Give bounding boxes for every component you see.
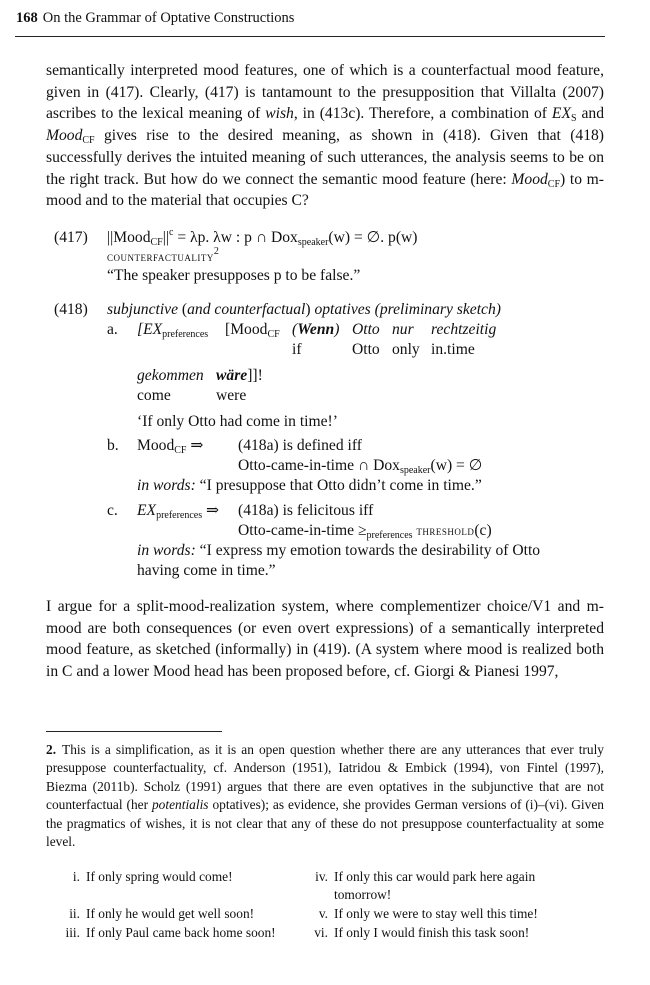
- text-smallcaps: counterfactuality: [107, 249, 214, 264]
- gloss-word-2: [225, 320, 280, 340]
- item-c-label: c.: [107, 502, 118, 519]
- list-text: If only this car would park here again: [334, 869, 536, 884]
- superscript: c: [168, 227, 174, 238]
- footnote-rule: [46, 731, 222, 732]
- list-text: If only we were to stay well this time!: [334, 906, 538, 921]
- text: “I presuppose that Otto didn’t come in time.”: [195, 477, 482, 494]
- text: [Mood: [225, 321, 268, 338]
- text: Mood: [137, 437, 175, 454]
- text: “I express my emotion towards the desirability of Otto: [195, 542, 541, 559]
- example-417-gloss: “The speaker presupposes p to be false.”: [107, 267, 361, 284]
- text: and: [576, 105, 604, 123]
- footnote-list-item: [58, 905, 254, 923]
- item-c-line-2: [238, 521, 492, 541]
- free-translation: ‘If only Otto had come in time!’: [137, 413, 338, 430]
- text-italic: EX: [137, 502, 157, 519]
- text: ]]!: [247, 367, 263, 384]
- subscript: preferences: [366, 530, 413, 541]
- item-a-label: a.: [107, 321, 118, 338]
- text-italic: optatives (preliminary sketch): [314, 301, 501, 318]
- text-italic: nur: [392, 321, 414, 338]
- text-italic: potentialis: [151, 797, 209, 813]
- subscript: speaker: [399, 465, 431, 476]
- list-text: If only Paul came back home soon!: [86, 925, 276, 940]
- header-rule: [15, 36, 605, 37]
- item-b-line-2: [238, 456, 482, 476]
- text: ⇒: [186, 437, 204, 454]
- gloss-translation-3: if: [292, 341, 302, 358]
- text-italic: ): [334, 321, 340, 338]
- text-italic: EX: [551, 105, 571, 123]
- list-text: If only I would finish this task soon!: [334, 925, 530, 940]
- footnote-list-item: [58, 924, 276, 942]
- subscript: CF: [82, 135, 95, 147]
- text-italic: Mood: [46, 127, 83, 145]
- item-b-head: [137, 436, 203, 456]
- text-bold-italic: wäre: [216, 367, 248, 384]
- text: gives rise to the desired meaning, as shown in (418). Given that (418) successfully derives the intuited meaning of such utterances, the analysis seems to be on the right track. But how do we connect the semantic mood feature (here:: [46, 127, 604, 188]
- text: ): [305, 301, 315, 318]
- gloss-word-1: [137, 320, 208, 340]
- item-c-line-1: (418a) is felicitous iff: [238, 502, 374, 519]
- gloss-translation-6: in.time: [431, 341, 475, 358]
- paragraph-1: [46, 60, 604, 212]
- text-italic: Mood: [511, 170, 548, 188]
- list-number: iii.: [65, 925, 80, 940]
- text: , in (413c). Therefore, a combination of: [293, 105, 552, 123]
- text-italic: subjunctive: [107, 301, 179, 318]
- list-number: iv.: [315, 869, 328, 884]
- example-418-number: (418): [54, 301, 88, 318]
- list-text: tomorrow!: [334, 887, 392, 902]
- gloss-translation-7: come: [137, 387, 171, 404]
- footnote-2: [46, 741, 604, 851]
- gloss-word-8: [216, 366, 263, 386]
- text: = λp. λw : p ∩ Dox: [173, 229, 298, 246]
- item-b-in-words: [137, 476, 482, 496]
- text: ⇒: [202, 502, 220, 519]
- text-italic: Otto: [352, 321, 380, 338]
- gloss-word-5: [392, 320, 414, 340]
- gloss-word-7: [137, 366, 204, 386]
- example-417-label: [107, 247, 219, 267]
- example-417-formula: [107, 228, 417, 248]
- gloss-word-6: [431, 320, 496, 340]
- list-text: If only he would get well soon!: [86, 906, 255, 921]
- text: optatives); as evidence, she provides German versions of (i)–(vi). Given the pragmatics of wishes, it is not clear that any of these do not presuppose counterfactuality at some level.: [46, 797, 604, 850]
- text: (: [178, 301, 188, 318]
- item-b-line-1: (418a) is defined iff: [238, 437, 362, 454]
- text-italic: in words:: [137, 542, 196, 559]
- subscript: preferences: [162, 329, 209, 340]
- footnote-list-item: [306, 868, 535, 886]
- footnote-list-item: [58, 868, 233, 886]
- text-italic: (: [292, 321, 298, 338]
- gloss-translation-8: were: [216, 387, 247, 404]
- footnote-list-item: [306, 905, 538, 923]
- list-number: ii.: [69, 906, 80, 921]
- text: (c): [474, 522, 492, 539]
- paragraph-2: I argue for a split-mood-realization system, where complementizer choice/V1 and m-mood are both consequences (or even overt expressions) of a semantically interpreted mood feature, as sketched (informally) in (419). (A system where mood is realized both in C and a lower Mood head has been proposed before, cf. Giorgi & Pianesi 1997,: [46, 598, 604, 681]
- item-c-head: [137, 501, 219, 521]
- text-bold-italic: Wenn: [297, 321, 335, 338]
- text: This is a simplification, as it is an open question whether there are any utterances that ever truly presuppose counterfactuality, cf. Anderson (1951), Iatridou & Embick (1994), von Fintel (1997), Biezma (2011b). Scholz (1991) argues that there are even optatives in the subjunctive that are not counterfactual (her: [46, 742, 604, 813]
- gloss-translation-5: only: [392, 341, 420, 358]
- text: (w) = ∅: [430, 457, 483, 474]
- text: Otto-came-in-time ≥: [238, 522, 367, 539]
- item-b-label: b.: [107, 437, 119, 454]
- text-italic: in words:: [137, 477, 196, 494]
- item-c-in-words-cont: having come in time.”: [137, 562, 276, 579]
- gloss-word-4: [352, 320, 380, 340]
- list-text: If only spring would come!: [86, 869, 233, 884]
- text: ) to m-mood and to the material that occupies C?: [46, 170, 604, 210]
- page-number: 168: [16, 10, 38, 26]
- subscript: CF: [547, 178, 561, 190]
- text: (w) = ∅. p(w): [328, 229, 418, 246]
- list-number: vi.: [314, 925, 328, 940]
- footnote-number: 2.: [46, 742, 57, 757]
- running-header: [16, 10, 294, 27]
- running-title: On the Grammar of Optative Constructions: [42, 10, 295, 26]
- subscript: CF: [150, 237, 163, 248]
- subscript: CF: [267, 329, 280, 340]
- item-c-in-words: [137, 541, 540, 561]
- text: ||: [162, 229, 169, 246]
- text-italic: gekommen: [137, 367, 204, 384]
- footnote-marker: 2: [213, 246, 219, 257]
- text-italic: [EX: [137, 321, 163, 338]
- gloss-translation-4: Otto: [352, 341, 380, 358]
- subscript: speaker: [297, 237, 329, 248]
- subscript: CF: [174, 445, 187, 456]
- gloss-word-3: [292, 320, 339, 340]
- text-smallcaps: threshold: [412, 523, 475, 538]
- text: Otto-came-in-time ∩ Dox: [238, 457, 400, 474]
- subscript: S: [570, 113, 577, 125]
- text-italic: wish: [265, 105, 294, 123]
- list-number: i.: [72, 869, 80, 884]
- footnote-list-item: [306, 886, 391, 904]
- text: semantically interpreted mood features, one of which is a counterfactual mood feature, given in (417). Clearly, (417) is tantamount to the presupposition that Villalta (2007) ascribes to the lexical meaning of: [46, 62, 604, 123]
- footnote-list-item: [306, 924, 529, 942]
- text-italic: and counterfactual: [187, 301, 306, 318]
- text-italic: rechtzeitig: [431, 321, 497, 338]
- list-number: v.: [318, 906, 328, 921]
- example-417-number: (417): [54, 229, 88, 246]
- subscript: preferences: [156, 510, 203, 521]
- text: ||Mood: [107, 229, 151, 246]
- example-418-title: [107, 300, 501, 320]
